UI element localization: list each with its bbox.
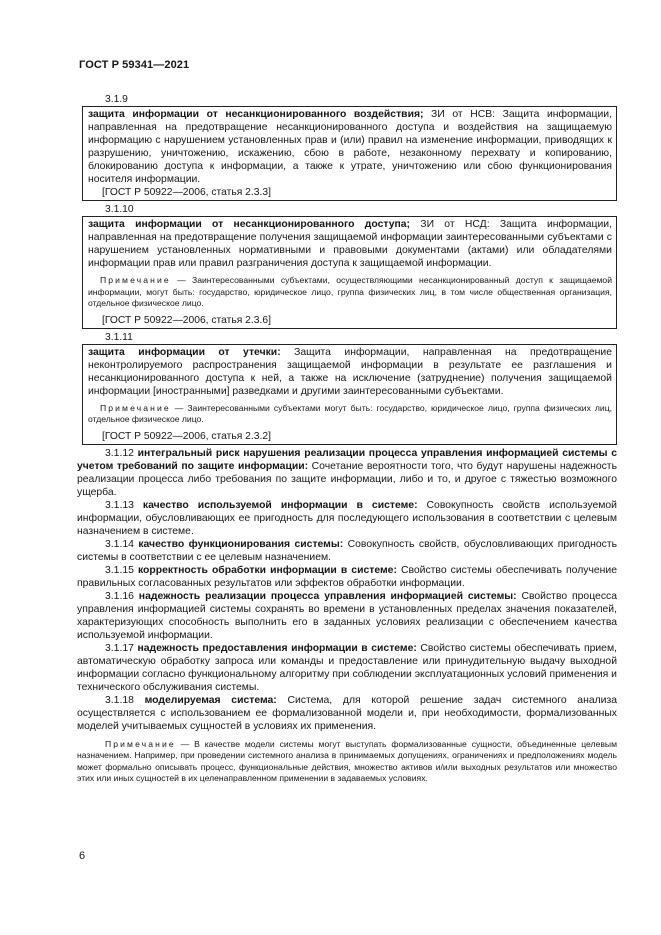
standard-header: ГОСТ Р 59341—2021 — [79, 59, 190, 71]
term-number: 3.1.16 — [105, 590, 134, 602]
term-paragraph — [77, 694, 617, 733]
term-box — [82, 216, 617, 329]
term-definition: Система, для которой решение задач системного анализа осуществляется с использованием ее формализованной модели и, при необходимости, формализованных моделей учитываемых сущностей в условиях их применения. — [77, 694, 618, 732]
term-title: надежность реализации процесса управления информацией системы: — [138, 590, 517, 602]
term-number: 3.1.10 — [105, 204, 134, 215]
term-note — [88, 275, 612, 310]
term-source: [ГОСТ Р 50922—2006, статья 2.3.2] — [102, 430, 271, 442]
term-definition: Свойство системы обеспечивать прием, автоматическую обработку запроса или команды и предоставление или принудительную выдачу выходной информации согласно функциональному алгоритму при соблюдении эксплуатационных условий применения и технического обслуживания системы. — [77, 642, 617, 693]
term-title: качество функционирования системы: — [138, 538, 344, 550]
term-source: [ГОСТ Р 50922—2006, статья 2.3.3] — [102, 187, 271, 198]
page-number: 6 — [79, 850, 86, 862]
term-title: моделируемая система: — [144, 694, 277, 706]
term-number: 3.1.13 — [105, 499, 134, 511]
term-definition: ЗИ от НСВ: Защита информации, направленная на предотвращение несанкционированного доступа и воздействия на защищаемую информацию с нарушением установленных прав и (или) правил на изменение информации, приводящих к разрушению, уничтожению, искажению, сбою в работе, незаконному перехвату и копированию, блокированию доступа к информации, а также к утрате, уничтожению или сбою функционирования носителя информации. — [88, 109, 612, 185]
final-note — [77, 739, 617, 785]
term-number: 3.1.11 — [105, 331, 133, 343]
term-number: 3.1.17 — [105, 642, 134, 654]
term-title: защита информации от несанкционированного доступа; — [88, 219, 411, 230]
note-text: — В качестве модели системы могут выступать формализованные сущности, объединенные целевым назначением. Например, при проведении системного анализа в принимаемых допущениях, ограничениях и предположениях модель может формально описывать процесс, функциональные действия, множество активов и/или выходных результатов или множество этих или иных сущностей в их целенаправленном применении в задаваемых условиях. — [77, 738, 617, 783]
term-paragraph — [77, 642, 617, 694]
term-title: надежность предоставления информации в системе: — [137, 642, 417, 654]
term-paragraph — [77, 499, 617, 538]
term-title: корректность обработки информации в системе: — [137, 564, 397, 576]
terms-content — [77, 93, 617, 785]
term-number: 3.1.9 — [105, 94, 128, 105]
term-definition: Совокупность свойств, обусловливающих пригодность системы в соответствии с ее целевым назначением. — [77, 538, 617, 563]
term-box — [82, 106, 617, 201]
term-definition: ЗИ от НСД: Защита информации, направленная на предотвращение получения защищаемой информации заинтересованными субъектами с нарушением установленных нормативными и правовыми документами (актами) или обладателями информации прав или правил разграничения доступа к защищаемой информации. — [88, 219, 612, 269]
note-label: Примечание — [100, 402, 171, 413]
term-paragraph — [77, 590, 617, 642]
note-text: — Заинтересованными субъектами могут быть: государство, юридическое лицо, группа физических лиц, отдельное физическое лицо. — [88, 402, 612, 424]
term-number: 3.1.18 — [105, 694, 134, 706]
term-definition: Защита информации, направленная на предотвращение неконтролируемого распространения защищаемой информации в результате ее разглашения и несанкционированного доступа к ней, а также на исключение (затруднение) получения защищаемой информации [иностранными] разведками и другими заинтересованными субъектами. — [88, 346, 612, 397]
term-title: интегральный риск нарушения реализации процесса управления информацией системы с учетом требований по защите информации: — [77, 447, 618, 472]
term-source: [ГОСТ Р 50922—2006, статья 2.3.6] — [102, 314, 271, 326]
term-paragraph — [77, 564, 617, 590]
note-label: Примечание — [100, 275, 171, 285]
term-box — [82, 344, 617, 445]
term-title: защита информации от утечки: — [88, 346, 281, 358]
term-definition: Сочетание вероятности того, что будут нарушены надежность реализации процесса либо требования по защите информации, либо и то, и другое с тяжестью возможного ущерба. — [77, 460, 617, 498]
term-number: 3.1.15 — [105, 564, 134, 576]
term-paragraph — [77, 538, 617, 564]
term-title: защита информации от несанкционированного воздействия; — [88, 109, 424, 120]
note-text: — Заинтересованными субъектами, осуществляющими несанкционированный доступ к защищаемой информации, могут быть: государство, юридическое лицо, группа физических лиц, в том числе общественная организация, отдельное физическое лицо. — [88, 275, 612, 308]
term-definition: Свойство системы обеспечивать получение правильных согласованных результатов или эффектов обработки информации. — [77, 564, 617, 589]
term-number: 3.1.14 — [105, 538, 134, 550]
term-paragraph — [88, 218, 612, 270]
term-paragraph — [88, 108, 612, 186]
term-number: 3.1.12 — [105, 447, 134, 459]
term-note — [88, 403, 612, 426]
term-definition: Совокупность свойств используемой информации, обусловливающих ее пригодность для последующего использования в соответствии с целевым назначением в системе. — [77, 499, 617, 537]
note-label: Примечание — [105, 738, 176, 749]
term-definition: Свойство процесса управления информацией системы сохранять во времени в установленных пределах значения показателей, характеризующих способность выполнить его в заданных условиях реализации с обеспечением качества используемой информации. — [77, 590, 617, 641]
term-paragraph — [77, 447, 617, 499]
term-title: качество используемой информации в системе: — [142, 499, 418, 511]
term-paragraph — [88, 346, 612, 398]
